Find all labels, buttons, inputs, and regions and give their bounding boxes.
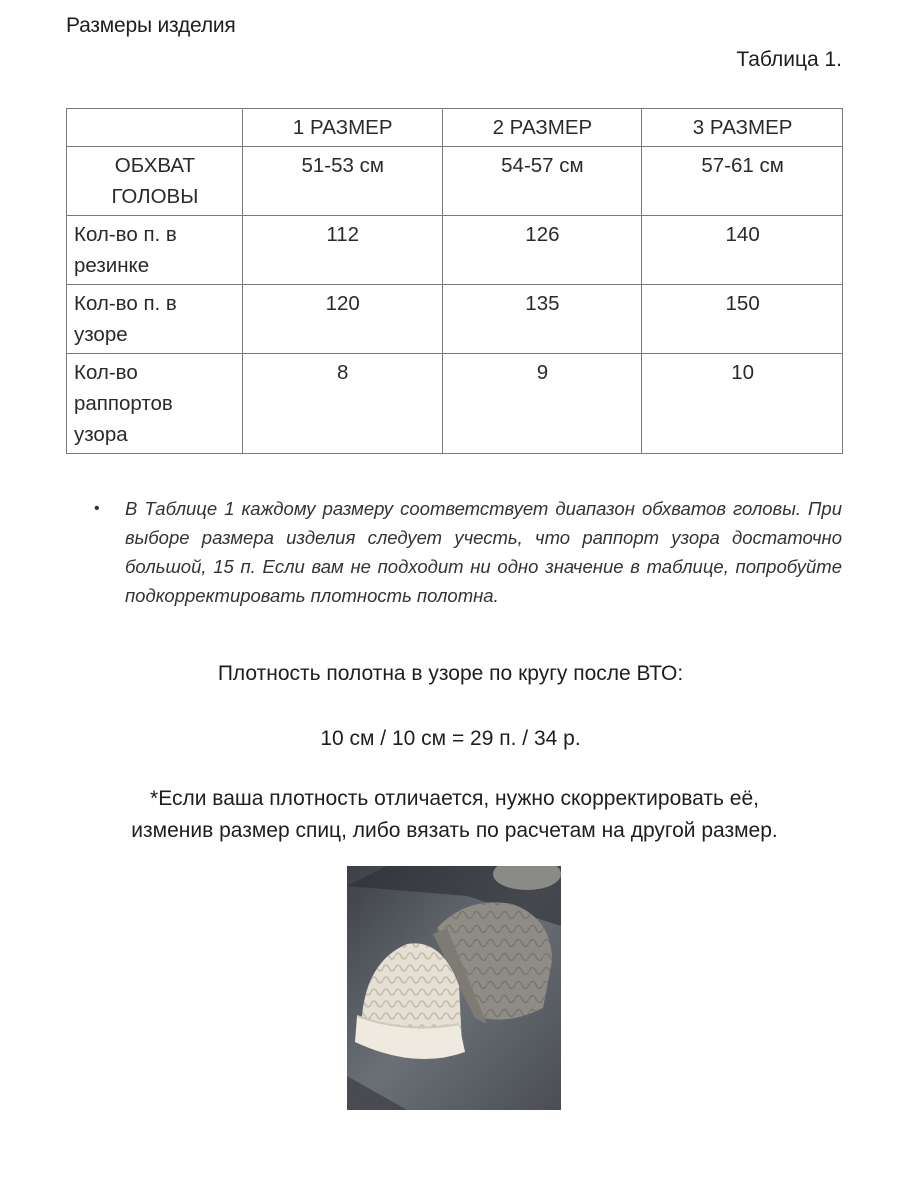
footnote (0, 783, 901, 847)
hats-photo (347, 866, 561, 1110)
table-cell: 10 (642, 354, 843, 454)
table-row (67, 216, 843, 285)
table-corner-cell (67, 109, 243, 147)
row-label-head-circumference: ОБХВАТ ГОЛОВЫ (67, 147, 243, 216)
header-size-2: 2 РАЗМЕР (442, 109, 642, 147)
table-cell: 120 (242, 285, 442, 354)
table-cell: 126 (442, 216, 642, 285)
row-label-pattern-stitches: Кол-во п. в узоре (67, 285, 243, 354)
table-cell: 150 (642, 285, 843, 354)
table-cell: 140 (642, 216, 843, 285)
size-note-text: В Таблице 1 каждому размеру соответствует диапазон обхватов головы. При выборе размера изделия следует учесть, что раппорт узора достаточно большой, 15 п. Если вам не подходит ни одно значение в таблице, попробуйте подкорректировать плотность полотна. (125, 498, 842, 606)
table-cell: 51-53 см (242, 147, 442, 216)
size-table (66, 108, 843, 454)
table-row (67, 147, 843, 216)
table-cell: 54-57 см (442, 147, 642, 216)
footnote-line-2: изменив размер спиц, либо вязать по расчетам на другой размер. (131, 819, 778, 842)
bullet-marker: • (94, 500, 100, 517)
table-cell: 135 (442, 285, 642, 354)
table-cell: 112 (242, 216, 442, 285)
table-cell: 8 (242, 354, 442, 454)
hats-photo-illustration (347, 866, 561, 1110)
footnote-line-1: *Если ваша плотность отличается, нужно скорректировать её, (150, 787, 759, 810)
header-size-1: 1 РАЗМЕР (242, 109, 442, 147)
density-title: Плотность полотна в узоре по кругу после ВТО: (217, 662, 684, 685)
table-row (67, 354, 843, 454)
section-heading: Размеры изделия (66, 14, 236, 37)
density-value: 10 см / 10 см = 29 п. / 34 р. (320, 727, 581, 750)
header-size-3: 3 РАЗМЕР (642, 109, 843, 147)
table-cell: 57-61 см (642, 147, 843, 216)
table-cell: 9 (442, 354, 642, 454)
row-label-rib-stitches: Кол-во п. в резинке (67, 216, 243, 285)
row-label-pattern-repeats: Кол-во раппортов узора (67, 354, 243, 454)
table-header-row (67, 109, 843, 147)
table-caption: Таблица 1. (736, 48, 842, 71)
size-note (94, 494, 842, 610)
table-row (67, 285, 843, 354)
